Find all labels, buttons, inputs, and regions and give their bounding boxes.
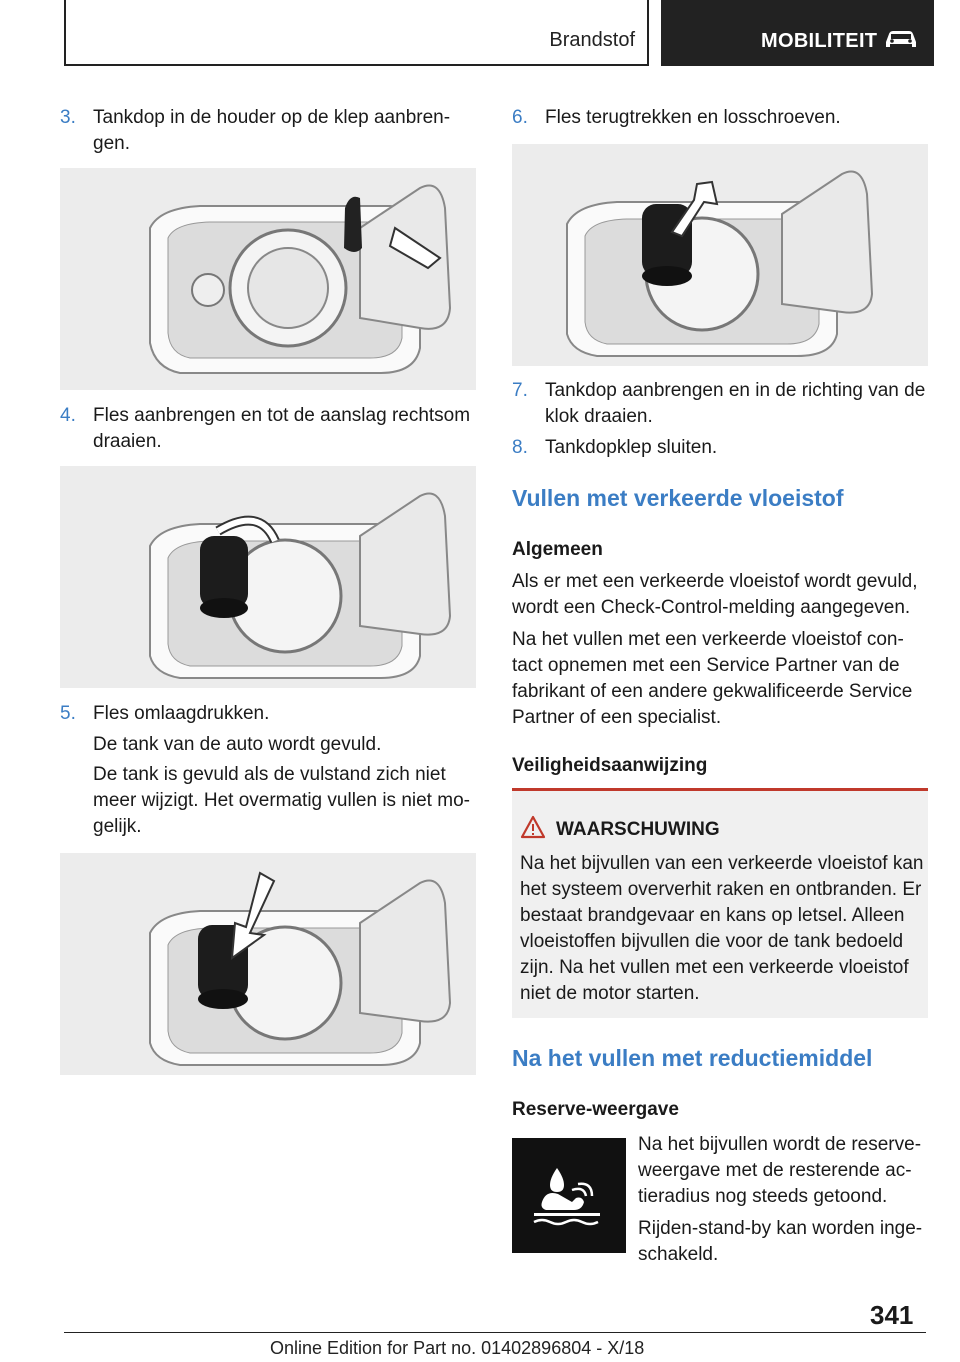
chapter-title: MOBILITEIT [761,30,878,52]
subheading-general: Algemeen [512,539,603,560]
step-note: De tank van de auto wordt gevuld. [93,734,382,755]
figure-bottle-press [60,853,476,1075]
subheading-safety: Veiligheidsaanwijzing [512,755,708,776]
step-6 [512,105,928,131]
car-icon [883,28,919,50]
step-4 [60,403,476,455]
warning-triangle-icon [520,815,546,839]
section-title: Brandstof [549,29,635,51]
section-tab [64,0,649,66]
subheading-reserve: Reserve-weergave [512,1099,679,1120]
step-5 [60,701,476,727]
figure-cap-in-holder [60,168,476,390]
paragraph-check-control: Als er met een verkeerde vloeistof wordt gevuld, wordt een Check-Control-melding aangegeven. [512,571,918,618]
step-number: 7. [512,380,528,401]
warning-title: WAARSCHUWING [556,819,720,840]
step-number: 6. [512,107,528,128]
reductant-fluid-icon [512,1138,626,1253]
heading-after-refill: Na het vullen met reductiemiddel [512,1045,873,1071]
step-number: 8. [512,437,528,458]
figure-bottle-rotate [60,466,476,688]
paragraph-contact-service: Na het vullen met een verkeerde vloeistof con-tact opnemen met een Service Partner van de fabrikant of een andere gekwalificeerde Service Partner of een specialist. [512,629,913,728]
paragraph-reserve-display: Na het bijvullen wordt de reserve-weergave met de resterende ac-tieradius nog steeds getoond. [638,1134,922,1207]
step-7 [512,378,928,430]
step-text: Fles omlaagdrukken. [93,703,270,724]
footer-edition: Online Edition for Part no. 01402896804 - X/18 [270,1338,645,1358]
page-number: 341 [870,1300,914,1330]
step-number: 4. [60,405,76,426]
step-3 [60,105,476,157]
warning-box [512,788,928,1018]
step-text: Fles terugtrekken en losschroeven. [545,107,841,128]
footer-divider [64,1332,926,1333]
page-header [64,0,934,66]
step-text: Fles aanbrengen en tot de aanslag rechtsom draaien. [93,405,471,452]
heading-wrong-fluid: Vullen met verkeerde vloeistof [512,485,844,511]
chapter-tab [661,0,934,66]
step-text: Tankdop in de houder op de klep aanbren-gen. [93,107,451,154]
step-number: 5. [60,703,76,724]
step-note: De tank is gevuld als de vulstand zich niet meer wijzigt. Het overmatig vullen is niet mo-gelijk. [93,764,470,837]
step-number: 3. [60,107,76,128]
warning-text: Na het bijvullen van een verkeerde vloeistof kan het systeem oververhit raken en ontbranden. Er bestaat brandgevaar en kans op letsel. Alleen vloeistoffen bijvullen die voor de tank bedoeld zijn. Na het vullen met een verkeerde vloeistof niet de motor starten. [520,853,924,1004]
paragraph-standby: Rijden-stand-by kan worden inge-schakeld. [638,1218,923,1265]
reserve-indicator-image [512,1138,626,1253]
step-8 [512,435,928,461]
step-text: Tankdopklep sluiten. [545,437,718,458]
step-text: Tankdop aanbrengen en in de richting van de klok draaien. [545,380,926,427]
figure-bottle-withdraw [512,144,928,366]
